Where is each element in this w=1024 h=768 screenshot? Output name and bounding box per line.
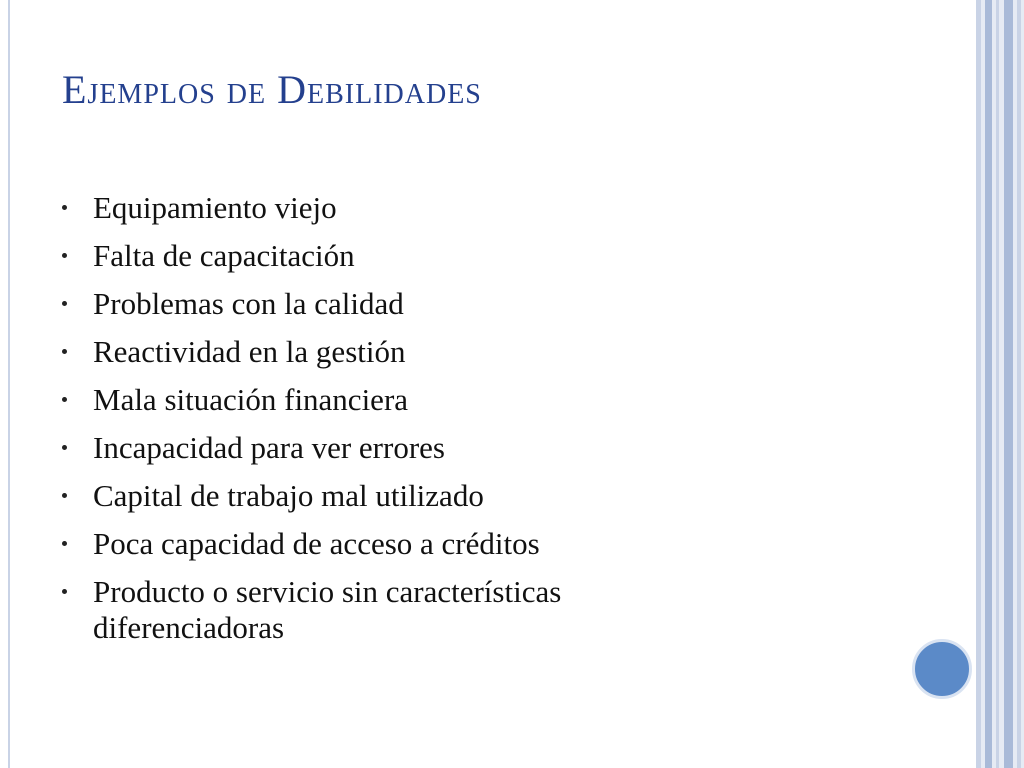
bullet-text: Reactividad en la gestión [93,334,406,369]
right-stripe [1004,0,1013,768]
slide-title: Ejemplos de Debilidades [62,67,482,112]
bullet-icon [62,253,67,258]
bullet-item [56,190,716,226]
bullet-icon [62,541,67,546]
bullet-icon [62,205,67,210]
bullet-item [56,286,716,322]
right-stripe [976,0,981,768]
bullet-icon [62,349,67,354]
bullet-text: Problemas con la calidad [93,286,404,321]
bullet-text: Capital de trabajo mal utilizado [93,478,484,513]
bullet-icon [62,493,67,498]
bullet-item [56,574,716,646]
right-stripe [985,0,992,768]
bullet-item [56,382,716,418]
bullet-icon [62,397,67,402]
bullet-item [56,526,716,562]
bullet-text: Producto o servicio sin características diferenciadoras [93,574,562,645]
bullet-text: Mala situación financiera [93,382,409,417]
bullet-item [56,238,716,274]
right-stripe [996,0,999,768]
bullet-text: Poca capacidad de acceso a créditos [93,526,540,561]
bullet-text: Equipamiento viejo [93,190,337,225]
left-border-line [8,0,10,768]
bullet-item [56,334,716,370]
bullet-text: Falta de capacitación [93,238,355,273]
bullet-item [56,430,716,466]
bullet-icon [62,301,67,306]
bullet-list [56,190,716,658]
bullet-item [56,478,716,514]
bullet-icon [62,445,67,450]
decorative-circle-icon [912,639,972,699]
bullet-icon [62,589,67,594]
bullet-text: Incapacidad para ver errores [93,430,445,465]
right-stripe [1017,0,1021,768]
